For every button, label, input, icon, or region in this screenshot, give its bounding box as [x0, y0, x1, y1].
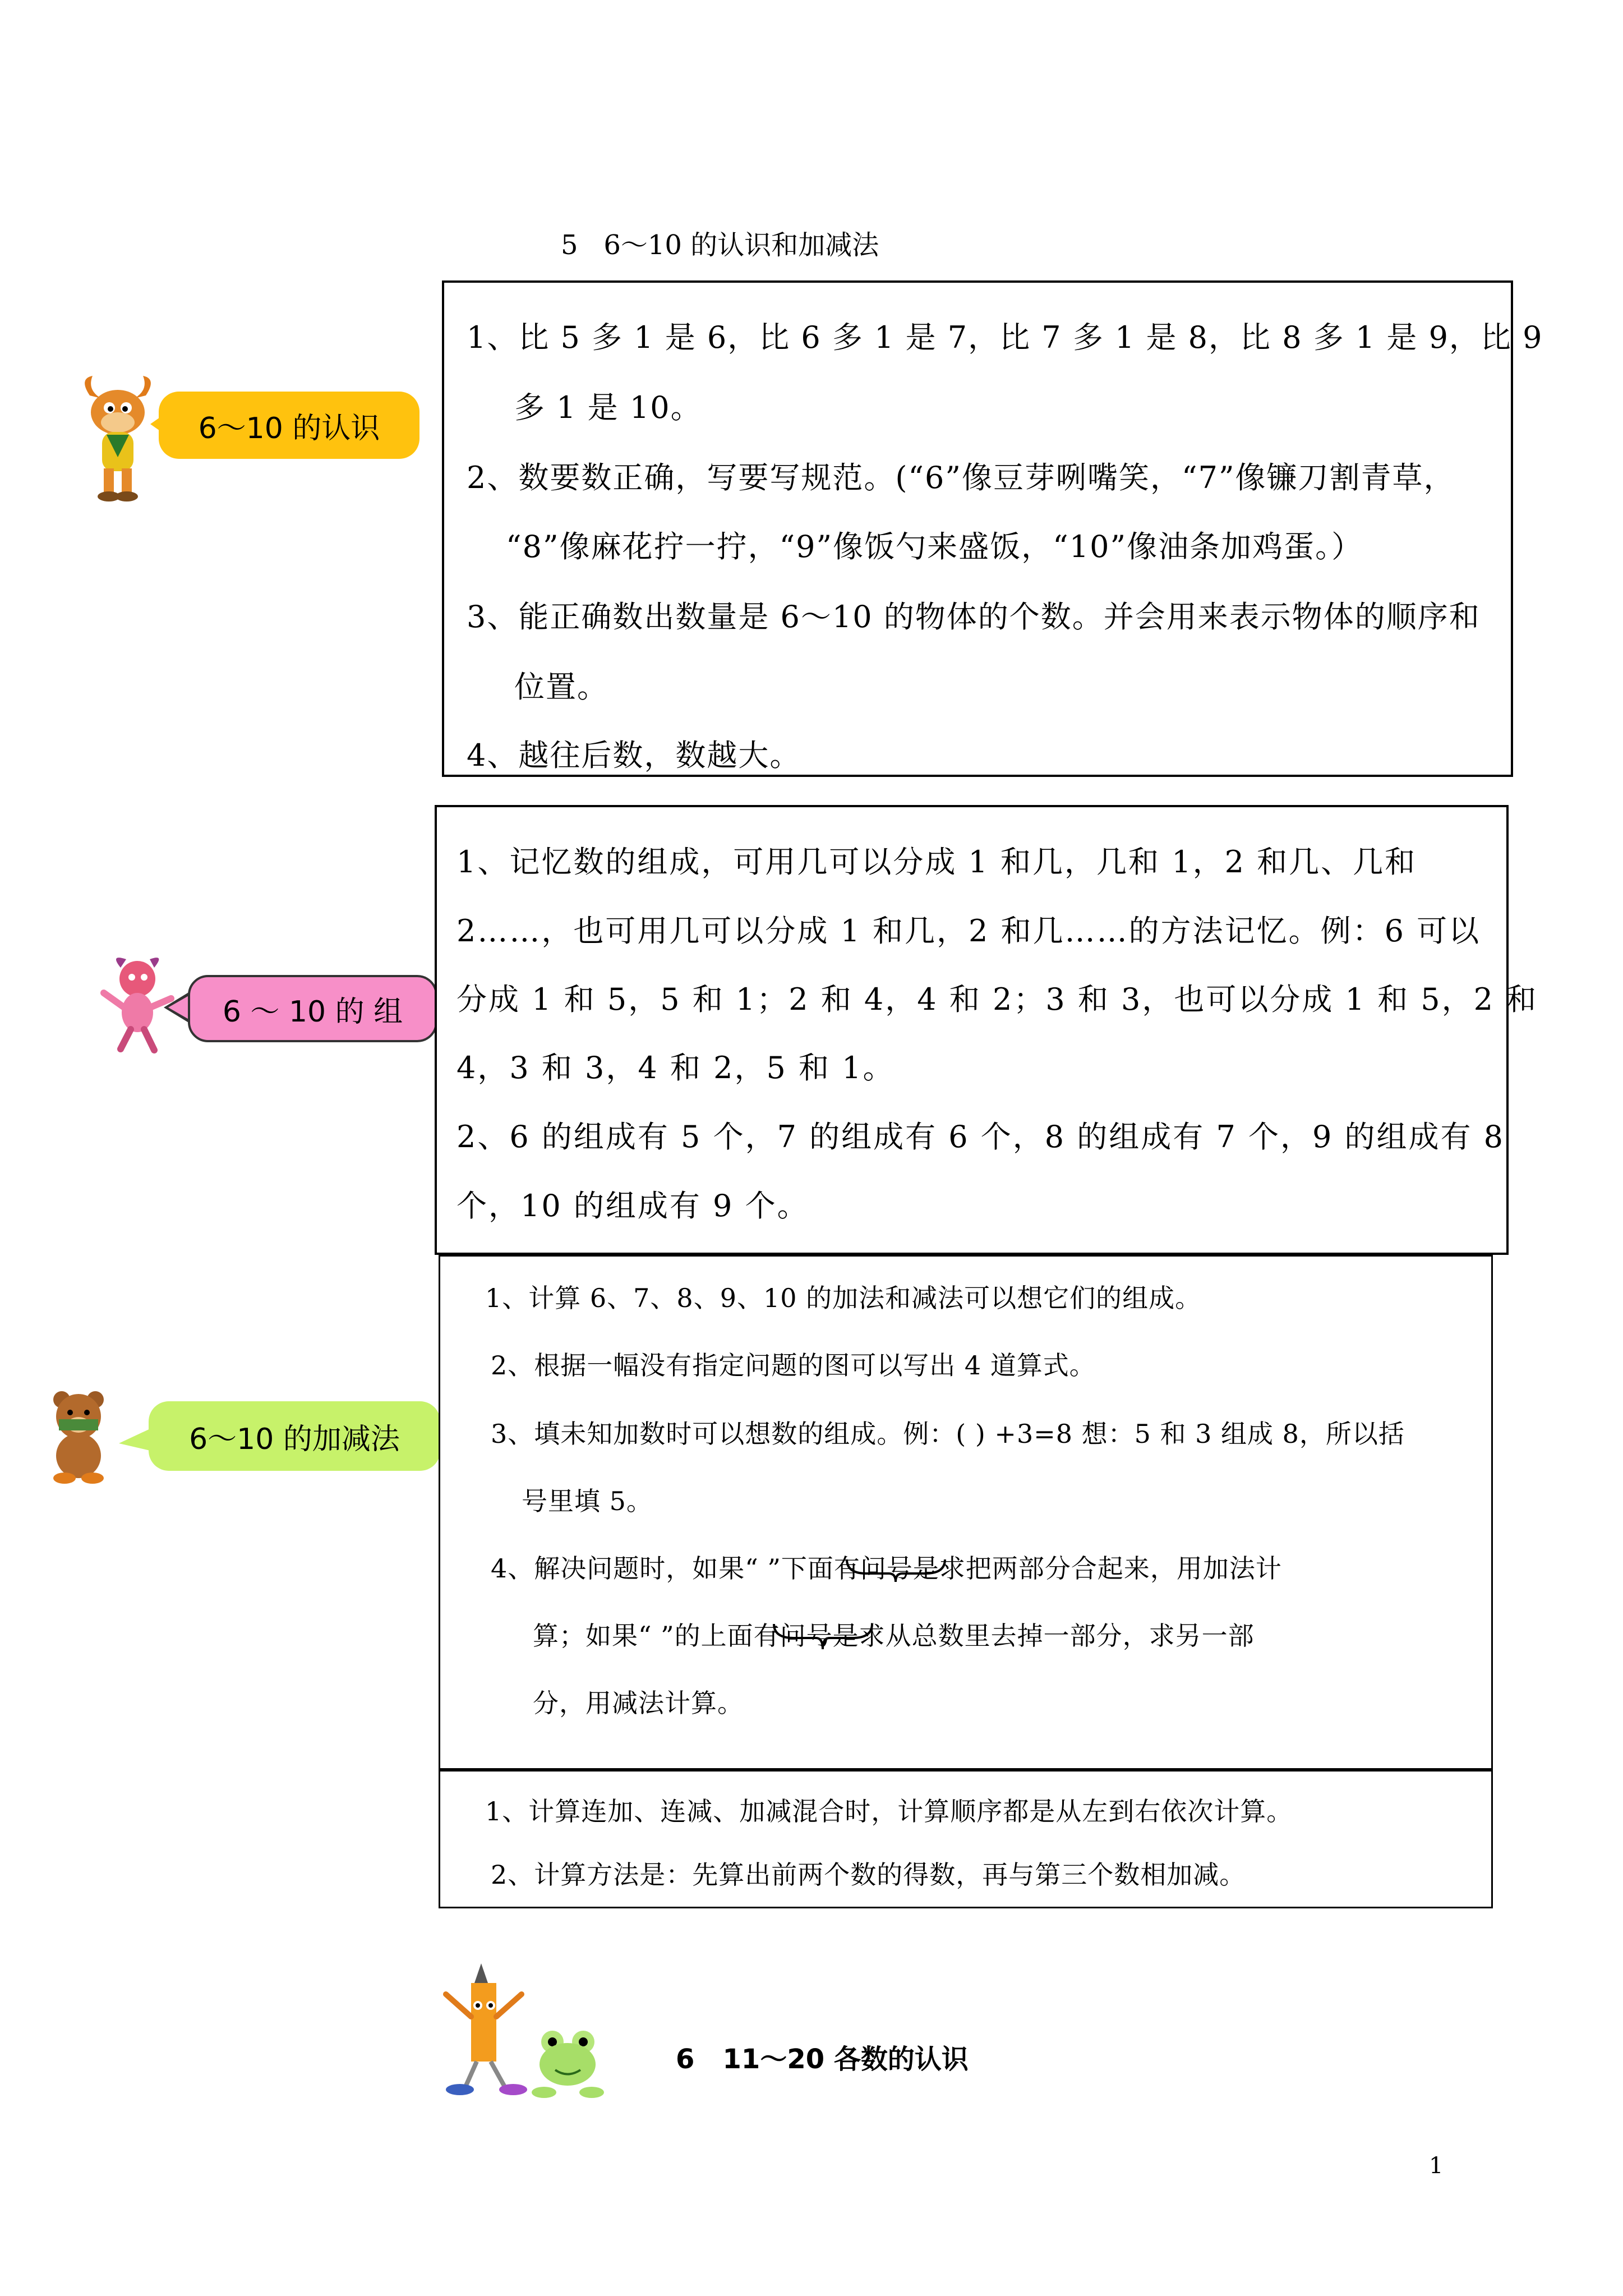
text-line: 2……，也可用几可以分成 1 和几，2 和几……的方法记忆。例：6 可以	[457, 913, 1481, 949]
text-line: 1、记忆数的组成，可用几可以分成 1 和几，几和 1，2 和几、几和	[457, 844, 1417, 880]
label-composition: 6 ～ 10 的 组	[188, 975, 437, 1042]
text-line: 1、计算连加、连减、加减混合时，计算顺序都是从左到右依次计算。	[485, 1796, 1293, 1826]
bubble-tail	[168, 995, 191, 1020]
composition-box	[435, 805, 1538, 1255]
text-line: 算；如果“ ”的上面有问号是求从总数里去掉一部分，求另一部	[533, 1621, 1255, 1651]
text-line: 1、比 5 多 1 是 6，比 6 多 1 是 7，比 7 多 1 是 8，比 8 多 1 是 9，比 9	[467, 320, 1543, 355]
text-line: “8”像麻花拧一拧，“9”像饭勺来盛饭，“10”像油条加鸡蛋。）	[506, 529, 1363, 564]
page-number: 1	[1429, 2153, 1444, 2179]
brace-bottom-icon	[771, 1618, 875, 1658]
bull-mascot-illustration	[79, 373, 157, 505]
text-line: 分，用减法计算。	[533, 1688, 744, 1718]
text-line: 号里填 5。	[522, 1486, 653, 1516]
text-line: 2、数要数正确，写要写规范。(“6”像豆芽咧嘴笑，“7”像镰刀割青草，	[467, 460, 1455, 495]
pencil-character-illustration	[437, 1961, 538, 2101]
mixed-calc-box	[439, 1770, 1493, 1908]
recognition-box	[442, 280, 1543, 777]
text-line: 位置。	[514, 669, 608, 705]
text-line: 4，3 和 3，4 和 2，5 和 1。	[457, 1050, 895, 1085]
text-line: 3、填未知加数时可以想数的组成。例：( ) +3=8 想：5 和 3 组成 8，所以括	[491, 1419, 1405, 1449]
section-title: 6 11～20 各数的认识	[676, 2044, 969, 2075]
text-line: 个，10 的组成有 9 个。	[457, 1188, 809, 1223]
label-recognition: 6～10 的认识	[159, 392, 419, 459]
text-line: 多 1 是 10。	[514, 390, 702, 425]
text-line: 2、6 的组成有 5 个，7 的组成有 6 个，8 的组成有 7 个，9 的组成有 8	[457, 1119, 1505, 1154]
text-line: 3、能正确数出数量是 6～10 的物体的个数。并会用来表示物体的顺序和	[467, 599, 1481, 634]
brace-bottom-icon	[844, 1548, 948, 1588]
bubble-tail	[119, 1428, 153, 1451]
text-line: 4、越往后数，数越大。	[467, 738, 801, 773]
section-title: 5 6～10 的认识和加减法	[561, 229, 879, 261]
bear-illustration	[45, 1386, 112, 1484]
text-line: 1、计算 6、7、8、9、10 的加法和减法可以想它们的组成。	[485, 1283, 1202, 1313]
text-line: 2、根据一幅没有指定问题的图可以写出 4 道算式。	[491, 1350, 1096, 1381]
text-line: 4、解决问题时，如果“ ”下面有问号是求把两部分合起来，用加法计	[491, 1553, 1282, 1584]
frog-illustration	[530, 2025, 606, 2101]
label-add-sub: 6～10 的加减法	[149, 1401, 440, 1471]
text-line: 分成 1 和 5，5 和 1；2 和 4，4 和 2；3 和 3，也可以分成 1 和 5，2 和	[457, 982, 1538, 1017]
text-line: 2、计算方法是：先算出前两个数的得数，再与第三个数相加减。	[491, 1860, 1246, 1890]
add-sub-box	[439, 1255, 1493, 1770]
